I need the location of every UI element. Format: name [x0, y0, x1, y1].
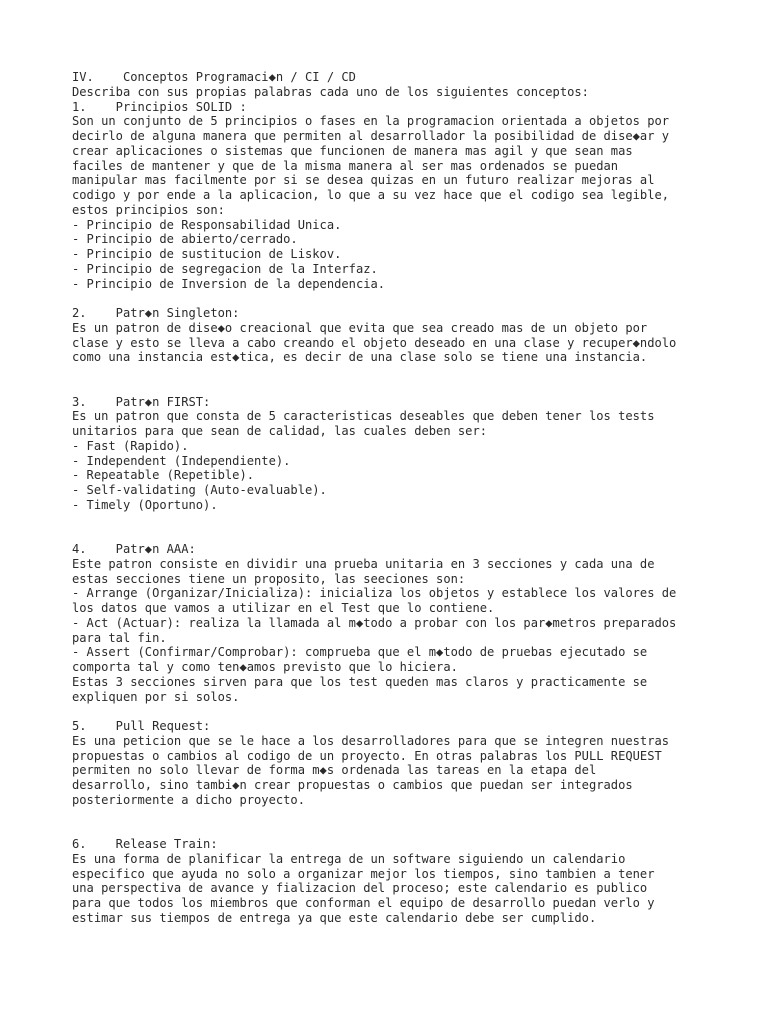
- text-line: 1. Principios SOLID :: [72, 99, 247, 114]
- blank-line: [72, 527, 712, 542]
- text-line: permiten no solo llevar de forma m◆s ordenada las tareas en la etapa del: [72, 763, 597, 778]
- text-line: - Independent (Independiente).: [72, 453, 291, 468]
- text-line: Es un patron de dise◆o creacional que evita que sea creado mas de un objeto por: [72, 320, 648, 335]
- text-line: 5. Pull Request:: [72, 719, 211, 733]
- text-line: manipular mas facilmente por si se desea quizas en un futuro realizar mejoras al: [72, 173, 655, 188]
- text-line: para que todos los miembros que conforman el equipo de desarrollo puedan verlo y: [72, 896, 655, 910]
- text-line: decirlo de alguna manera que permiten al desarrollador la posibilidad de dise◆ar y: [72, 129, 670, 143]
- text-line: - Fast (Rapido).: [72, 438, 189, 453]
- text-line: - Timely (Oportuno).: [72, 497, 218, 512]
- text-line: 6. Release Train:: [72, 837, 218, 851]
- text-line: estos principios son:: [72, 202, 225, 217]
- text-line: - Principio de sustitucion de Liskov.: [72, 247, 342, 261]
- text-line: Describa con sus propias palabras cada uno de los siguientes conceptos:: [72, 84, 589, 99]
- text-line: codigo y por ende a la aplicacion, lo que a su vez hace que el codigo sea legible,: [72, 188, 670, 202]
- text-line: una perspectiva de avance y fializacion del proceso; este calendario es publico: [72, 881, 648, 896]
- text-line: clase y esto se lleva a cabo creando el objeto deseado en una clase y recuper◆ndolo: [72, 335, 677, 350]
- text-line: unitarios para que sean de calidad, las cuales deben ser:: [72, 424, 488, 438]
- text-line: como una instancia est◆tica, es decir de una clase solo se tiene una instancia.: [72, 350, 648, 365]
- text-line: Es un patron que consta de 5 caracteristicas deseables que deben tener los tests: [72, 409, 655, 424]
- text-line: 2. Patr◆n Singleton:: [72, 306, 240, 320]
- blank-line: [72, 380, 712, 395]
- text-line: para tal fin.: [72, 630, 167, 645]
- text-line: posteriormente a dicho proyecto.: [72, 792, 305, 807]
- text-line: crear aplicaciones o sistemas que funcionen de manera mas agil y que sean mas: [72, 143, 633, 158]
- text-line: - Repeatable (Repetible).: [72, 468, 255, 483]
- text-line: - Assert (Confirmar/Comprobar): comprueba que el m◆todo de pruebas ejecutado se: [72, 645, 648, 660]
- text-line: 4. Patr◆n AAA:: [72, 542, 196, 556]
- blank-line: [72, 365, 712, 380]
- blank-line: [72, 704, 712, 719]
- text-line: Estas 3 secciones sirven para que los test queden mas claros y practicamente se: [72, 674, 648, 689]
- blank-line: [72, 822, 712, 837]
- blank-line: [72, 808, 712, 823]
- text-line: especifico que ayuda no solo a organizar mejor los tiempos, sino tambien a tener: [72, 866, 655, 881]
- text-line: estimar sus tiempos de entrega ya que este calendario debe ser cumplido.: [72, 910, 597, 925]
- blank-line: [72, 513, 712, 528]
- text-line: - Principio de segregacion de la Interfaz.: [72, 261, 378, 276]
- text-line: 3. Patr◆n FIRST:: [72, 394, 211, 409]
- text-line: los datos que vamos a utilizar en el Test que lo contiene.: [72, 601, 495, 615]
- blank-line: [72, 291, 712, 306]
- text-line: - Self-validating (Auto-evaluable).: [72, 483, 327, 497]
- text-line: comporta tal y como ten◆amos previsto que lo hiciera.: [72, 660, 458, 674]
- text-line: Es una peticion que se le hace a los desarrolladores para que se integren nuestras: [72, 733, 670, 748]
- text-line: - Arrange (Organizar/Inicializa): inicializa los objetos y establece los valores de: [72, 586, 677, 601]
- text-line: IV. Conceptos Programaci◆n / CI / CD: [72, 70, 356, 84]
- text-line: Es una forma de planificar la entrega de un software siguiendo un calendario: [72, 851, 626, 866]
- text-line: - Principio de Responsabilidad Unica.: [72, 217, 342, 232]
- text-line: faciles de mantener y que de la misma manera al ser mas ordenados se puedan: [72, 158, 619, 173]
- text-line: estas secciones tiene un proposito, las seeciones son:: [72, 571, 466, 586]
- text-line: Son un conjunto de 5 principios o fases en la programacion orientada a objetos por: [72, 114, 670, 129]
- text-line: propuestas o cambios al codigo de un proyecto. En otras palabras los PULL REQUEST: [72, 748, 662, 763]
- text-line: - Principio de abierto/cerrado.: [72, 232, 298, 247]
- text-line: desarrollo, sino tambi◆n crear propuestas o cambios que puedan ser integrados: [72, 778, 633, 792]
- text-line: expliquen por si solos.: [72, 689, 240, 704]
- text-line: - Act (Actuar): realiza la llamada al m◆todo a probar con los par◆metros preparados: [72, 615, 677, 630]
- text-line: Este patron consiste en dividir una prueba unitaria en 3 secciones y cada una de: [72, 556, 655, 571]
- text-line: - Principio de Inversion de la dependencia.: [72, 276, 386, 291]
- document-page: [72, 70, 712, 926]
